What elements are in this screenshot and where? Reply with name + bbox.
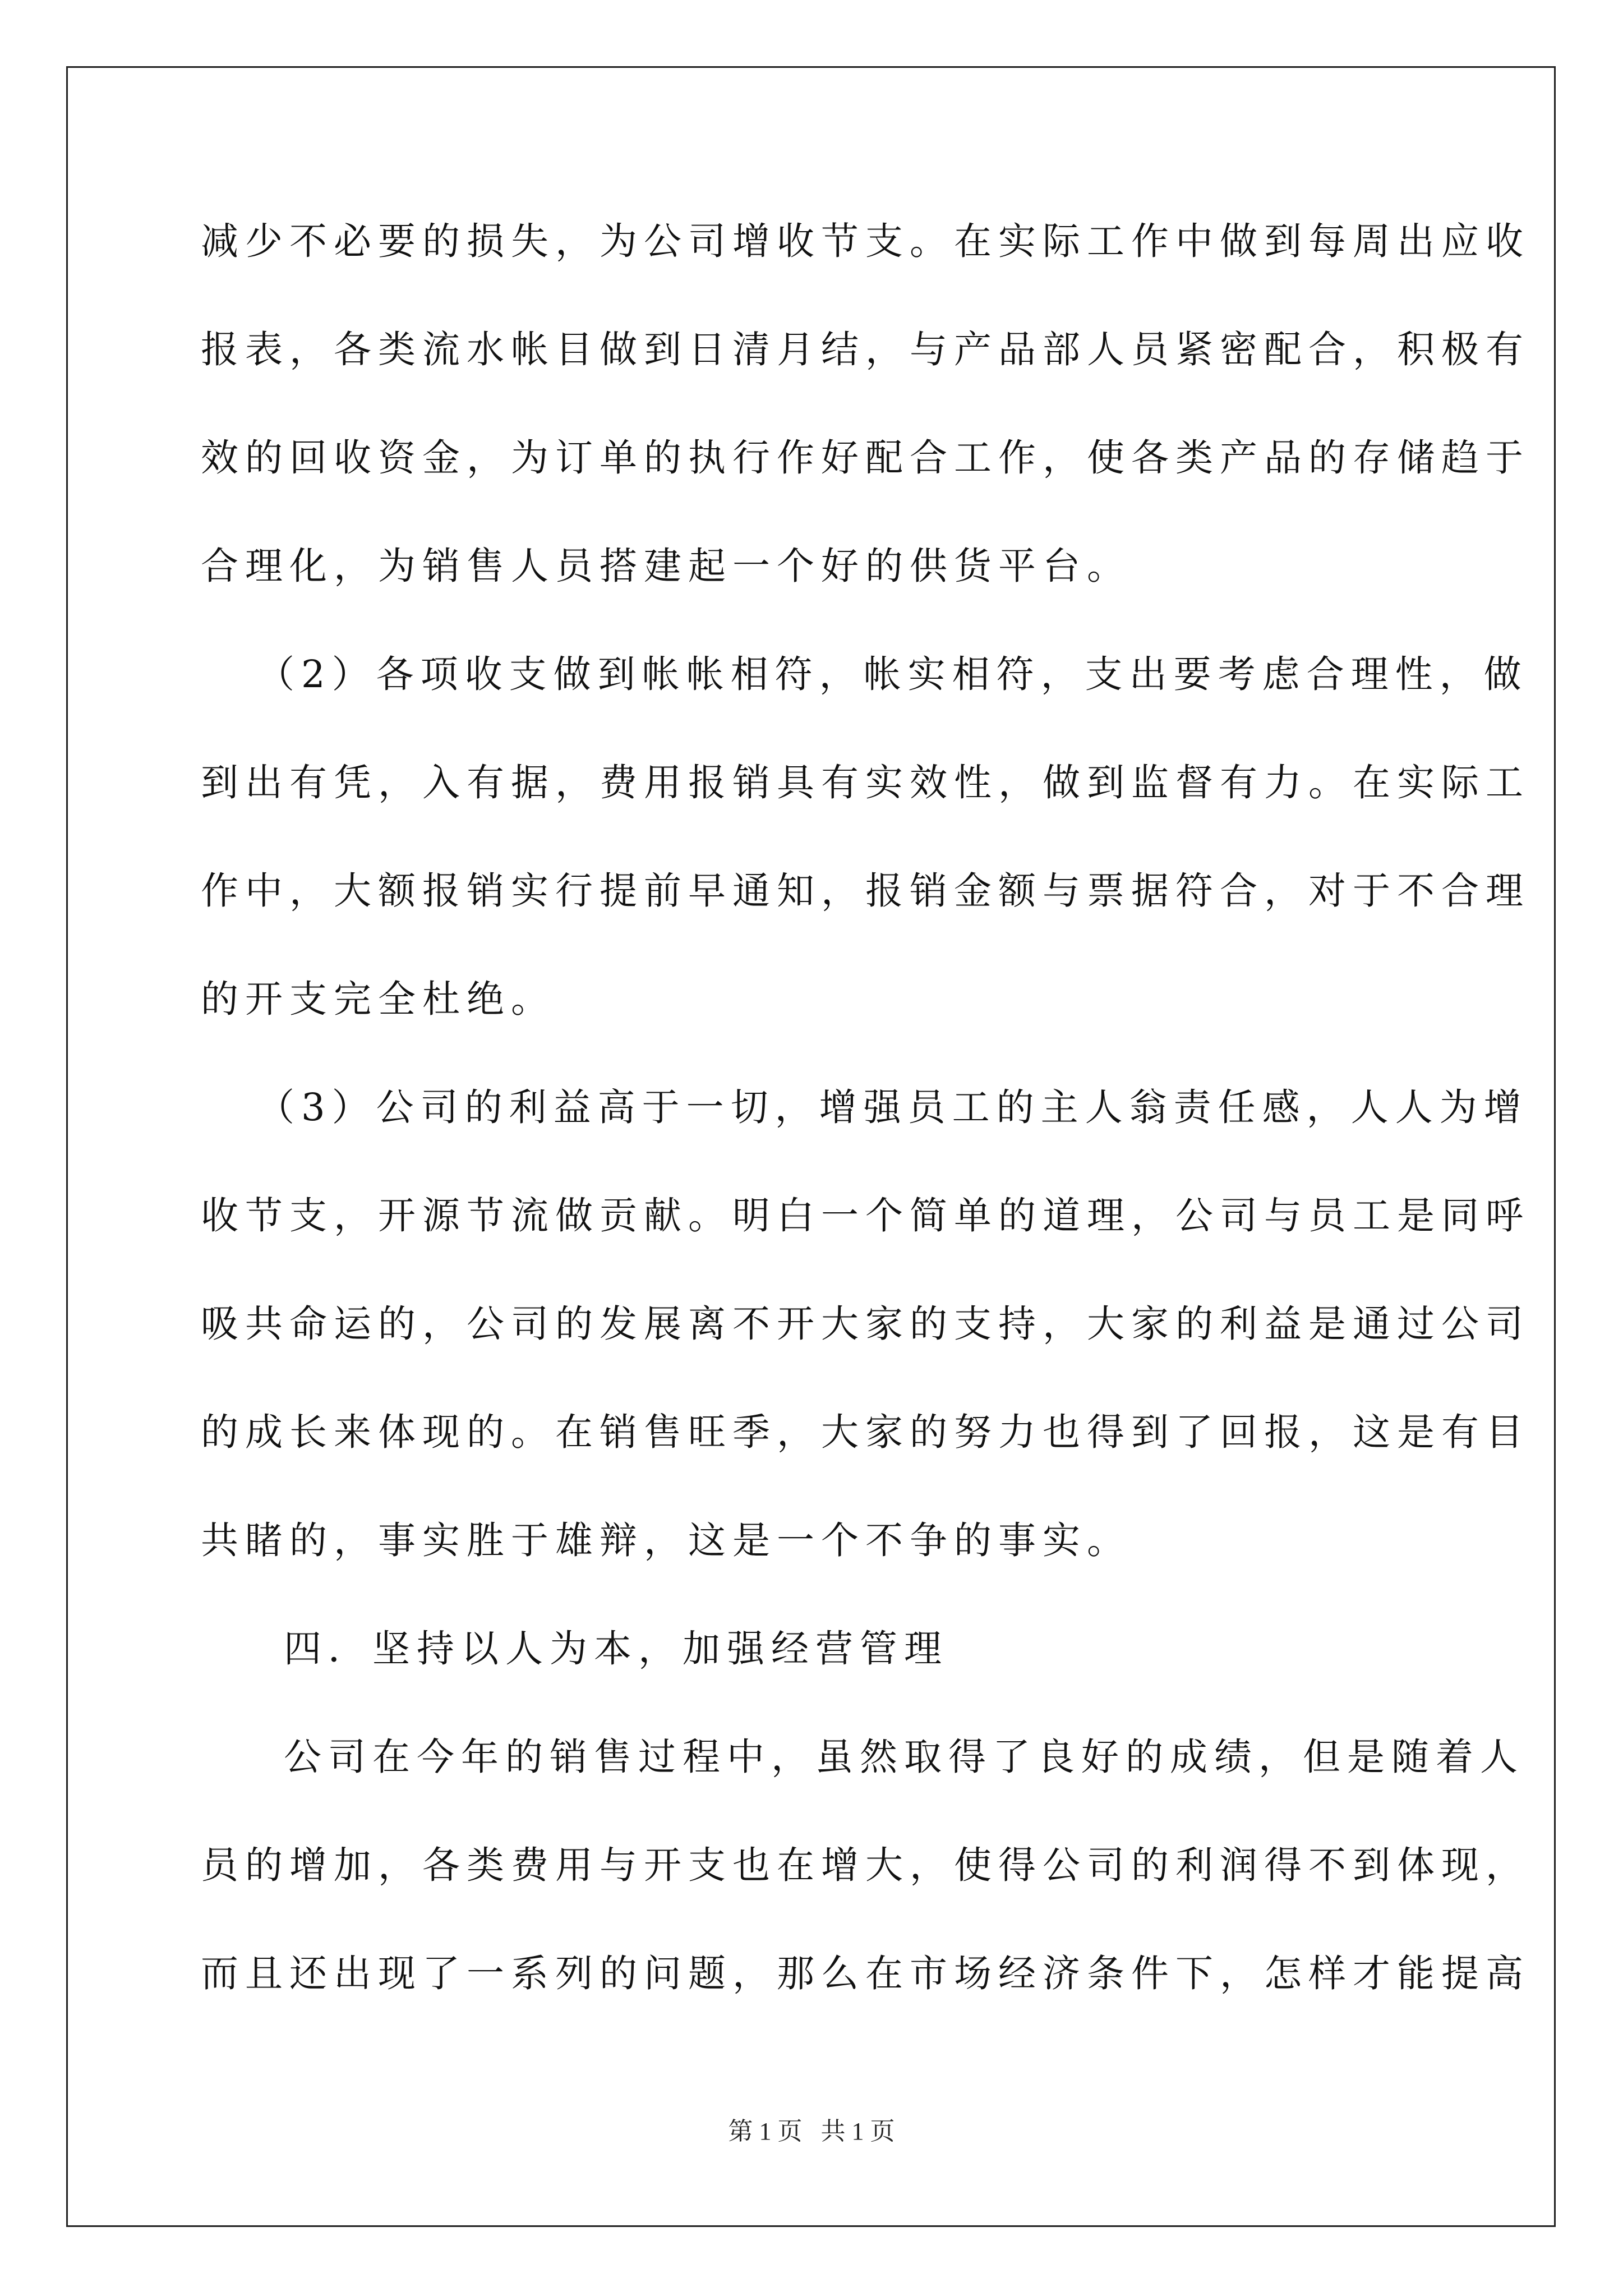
text-line: 公司在今年的销售过程中，虽然取得了良好的成绩，但是随着人 bbox=[284, 1735, 1524, 1779]
text-line: 到出有凭，入有据，费用报销具有实效性，做到监督有力。在实际工 bbox=[201, 761, 1530, 804]
page-border bbox=[66, 66, 1556, 2227]
text-line: 吸共命运的，公司的发展离不开大家的支持，大家的利益是通过公司 bbox=[201, 1302, 1530, 1346]
text-line: 效的回收资金，为订单的执行作好配合工作，使各类产品的存储趋于 bbox=[201, 436, 1530, 480]
text-line: 而且还出现了一系列的问题，那么在市场经济条件下，怎样才能提高 bbox=[201, 1952, 1530, 1995]
text-line: 共睹的，事实胜于雄辩，这是一个不争的事实。 bbox=[201, 1519, 1131, 1562]
text-line: 减少不必要的损失，为公司增收节支。在实际工作中做到每周出应收 bbox=[201, 219, 1530, 263]
text-line: （2）各项收支做到帐帐相符，帐实相符，支出要考虑合理性，做 bbox=[257, 652, 1528, 696]
text-line: 的成长来体现的。在销售旺季，大家的努力也得到了回报，这是有目 bbox=[201, 1410, 1530, 1454]
text-line: 员的增加，各类费用与开支也在增大，使得公司的利润得不到体现， bbox=[201, 1843, 1530, 1887]
page-footer: 第 1 页 共 1 页 bbox=[728, 2118, 895, 2145]
text-line: 作中，大额报销实行提前早通知，报销金额与票据符合，对于不合理 bbox=[201, 869, 1530, 913]
text-line: 的开支完全杜绝。 bbox=[201, 977, 555, 1021]
text-line: 报表，各类流水帐目做到日清月结，与产品部人员紧密配合，积极有 bbox=[201, 328, 1530, 371]
section-heading: 四．坚持以人为本，加强经营管理 bbox=[284, 1627, 948, 1671]
text-line: 收节支，开源节流做贡献。明白一个简单的道理，公司与员工是同呼 bbox=[201, 1194, 1530, 1237]
text-line: 合理化，为销售人员搭建起一个好的供货平台。 bbox=[201, 544, 1131, 588]
text-line: （3）公司的利益高于一切，增强员工的主人翁责任感，人人为增 bbox=[257, 1085, 1528, 1129]
